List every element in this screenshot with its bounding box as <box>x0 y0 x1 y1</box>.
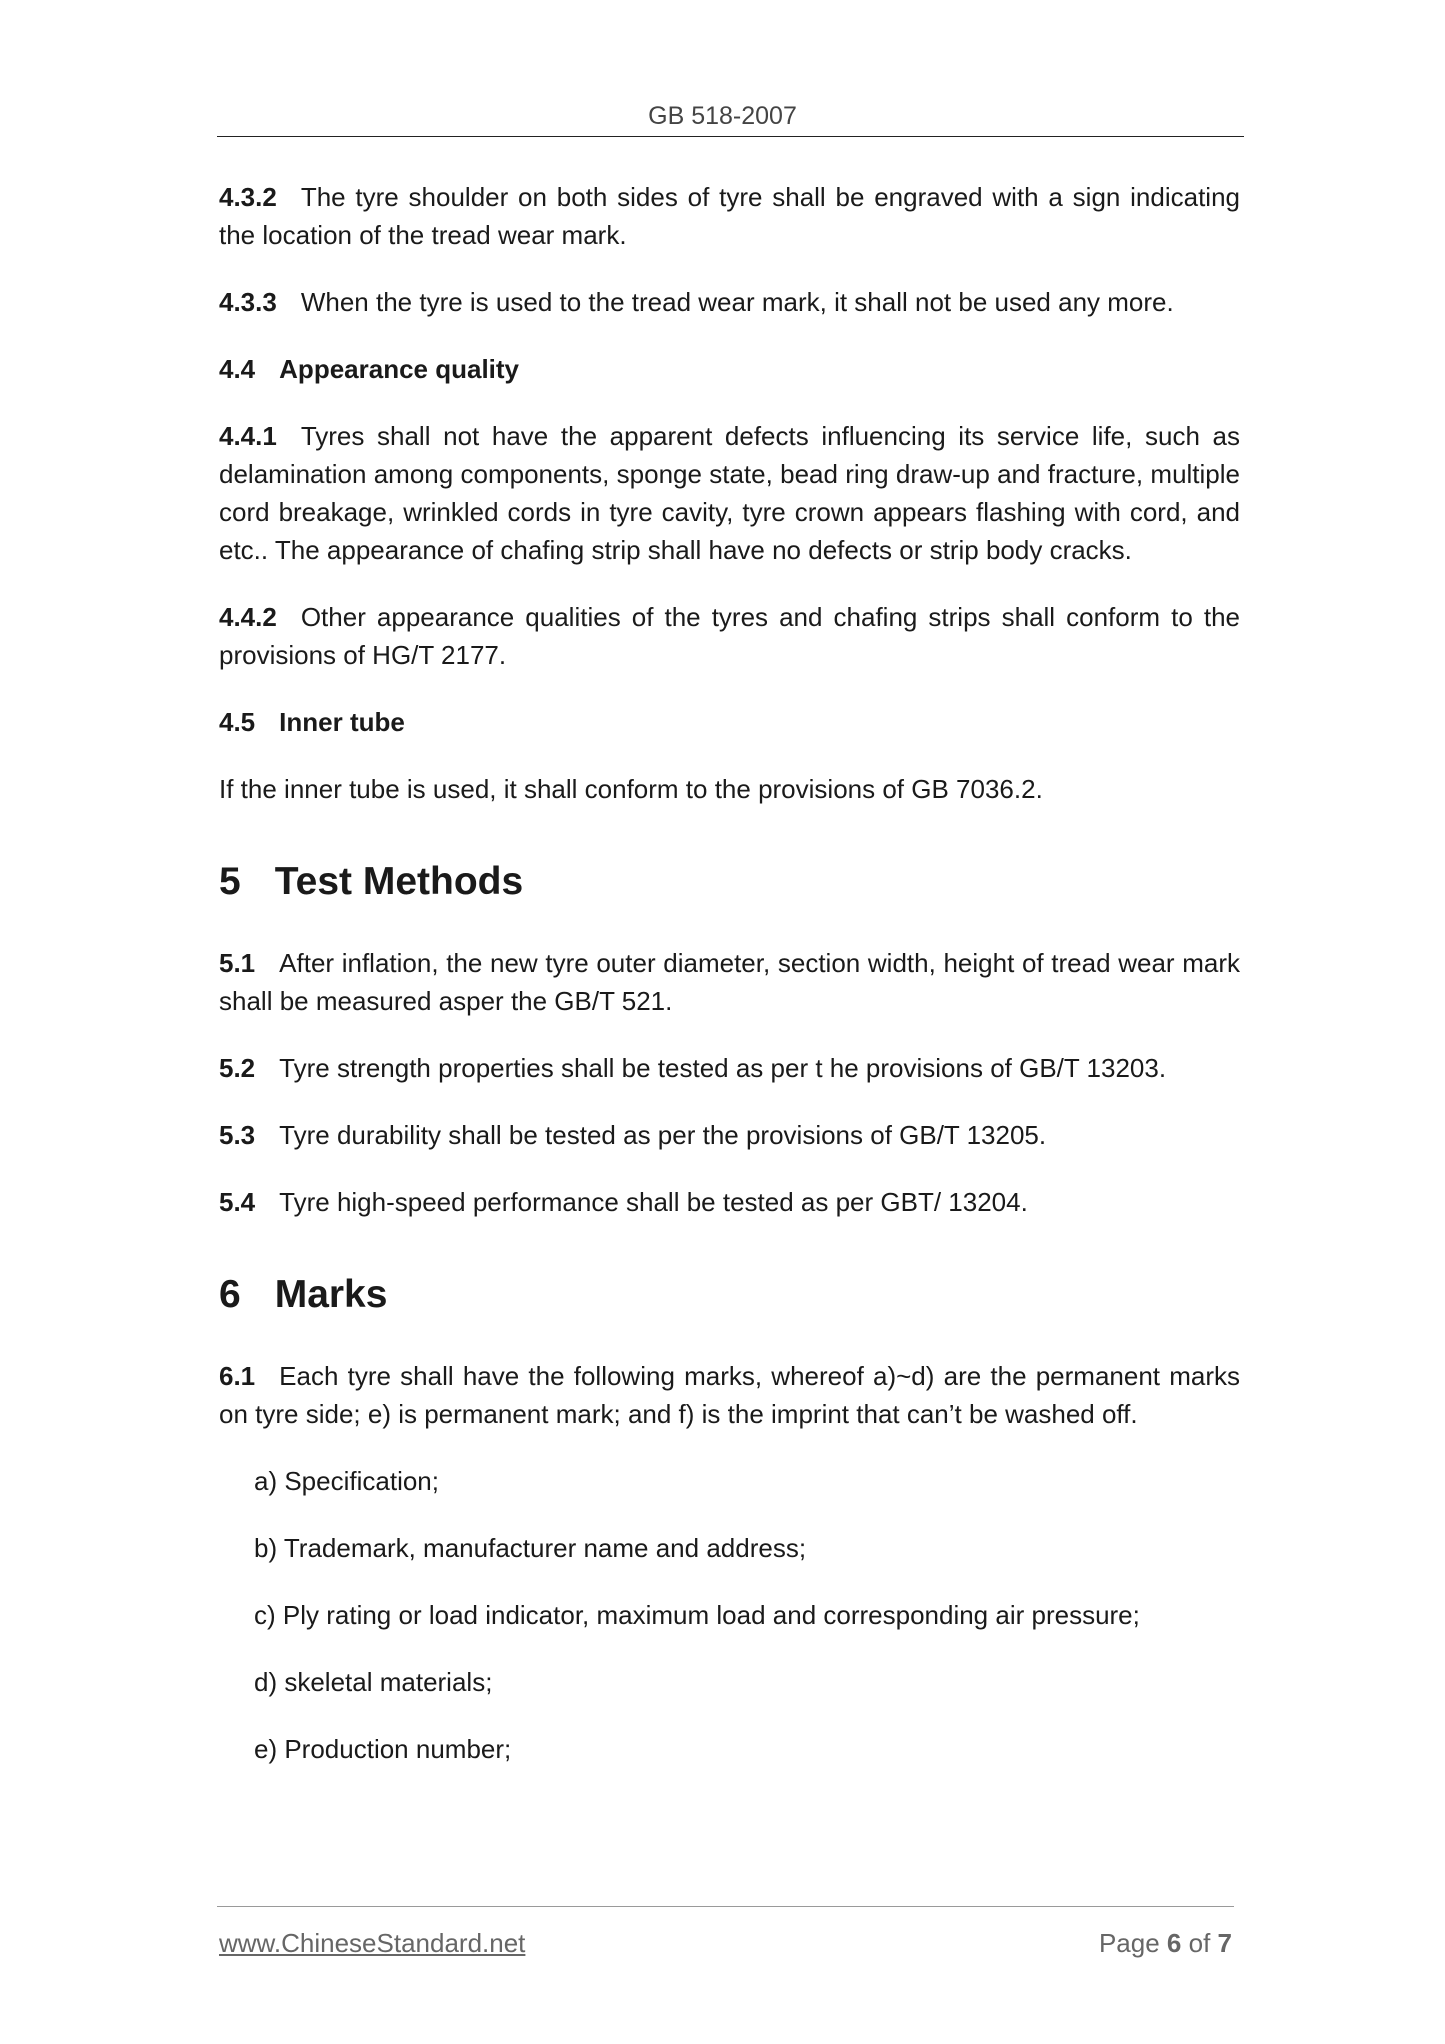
clause-4-4-2 <box>219 598 1240 674</box>
clause-text: When the tyre is used to the tread wear mark, it shall not be used any more. <box>300 287 1174 317</box>
clause-text: Tyre strength properties shall be tested as per t he provisions of GB/T 13203. <box>279 1053 1167 1083</box>
clause-text: If the inner tube is used, it shall conform to the provisions of GB 7036.2. <box>219 774 1043 804</box>
clause-text: Tyre high-speed performance shall be tested as per GBT/ 13204. <box>279 1187 1028 1217</box>
clause-number: 4.4.1 <box>219 421 277 451</box>
list-item: c) Ply rating or load indicator, maximum load and corresponding air pressure; <box>254 1600 1140 1630</box>
clause-5-4 <box>219 1183 1240 1221</box>
heading-text: Inner tube <box>279 707 405 737</box>
clause-number: 5.1 <box>219 948 256 978</box>
clause-text: Other appearance qualities of the tyres and chafing strips shall conform to the provisions of HG/T 2177. <box>219 602 1240 670</box>
page-current: 6 <box>1166 1928 1182 1958</box>
heading-4-4 <box>219 350 1240 388</box>
document-body <box>219 178 1240 1797</box>
page-middle: of <box>1181 1928 1218 1958</box>
list-item: e) Production number; <box>254 1734 512 1764</box>
section-number: 5 <box>219 860 241 903</box>
clause-text: Each tyre shall have the following marks, whereof a)~d) are the permanent marks on tyre side; e) is permanent mark; and f) is the imprint that can’t be washed off. <box>219 1361 1240 1429</box>
clause-4-3-3 <box>219 283 1240 321</box>
section-6-heading <box>219 1273 1240 1317</box>
clause-5-2 <box>219 1049 1240 1087</box>
heading-4-5 <box>219 703 1240 741</box>
heading-number: 4.4 <box>219 354 256 384</box>
clause-number: 5.4 <box>219 1187 256 1217</box>
clause-4-5-body <box>219 770 1240 808</box>
list-item: b) Trademark, manufacturer name and address; <box>254 1533 807 1563</box>
clause-4-3-2 <box>219 178 1240 254</box>
heading-number: 4.5 <box>219 707 256 737</box>
clause-number: 5.3 <box>219 1120 256 1150</box>
clause-5-3 <box>219 1116 1240 1154</box>
clause-number: 5.2 <box>219 1053 256 1083</box>
section-title: Marks <box>274 1273 388 1316</box>
section-title: Test Methods <box>274 860 524 903</box>
list-item: d) skeletal materials; <box>254 1667 493 1697</box>
document-header-title: GB 518-2007 <box>648 102 797 130</box>
website-link[interactable]: www.ChineseStandard.net <box>219 1928 526 1958</box>
page-indicator <box>1099 1928 1232 1959</box>
page-prefix: Page <box>1098 1928 1167 1958</box>
clause-text: Tyre durability shall be tested as per the provisions of GB/T 13205. <box>279 1120 1047 1150</box>
header-divider <box>217 136 1244 137</box>
page-total: 7 <box>1217 1928 1232 1958</box>
footer-divider <box>217 1906 1234 1907</box>
clause-text: The tyre shoulder on both sides of tyre shall be engraved with a sign indicating the location of the tread wear mark. <box>219 182 1240 250</box>
clause-6-1 <box>219 1357 1240 1433</box>
clause-number: 4.3.3 <box>219 287 277 317</box>
clause-text: After inflation, the new tyre outer diameter, section width, height of tread wear mark shall be measured asper the GB/T 521. <box>219 948 1240 1016</box>
section-number: 6 <box>219 1273 241 1316</box>
section-5-heading <box>219 860 1240 904</box>
clause-number: 4.4.2 <box>219 602 277 632</box>
clause-5-1 <box>219 944 1240 1020</box>
list-item: a) Specification; <box>254 1466 439 1496</box>
clause-4-4-1 <box>219 417 1240 569</box>
clause-text: Tyres shall not have the apparent defects influencing its service life, such as delamination among components, sponge state, bead ring draw-up and fracture, multiple cord breakage, wrinkled cords in tyre cavity, tyre crown appears flashing with cord, and etc.. The appearance of chafing strip shall have no defects or strip body cracks. <box>219 421 1240 565</box>
clause-number: 4.3.2 <box>219 182 277 212</box>
clause-number: 6.1 <box>219 1361 256 1391</box>
heading-text: Appearance quality <box>279 354 520 384</box>
